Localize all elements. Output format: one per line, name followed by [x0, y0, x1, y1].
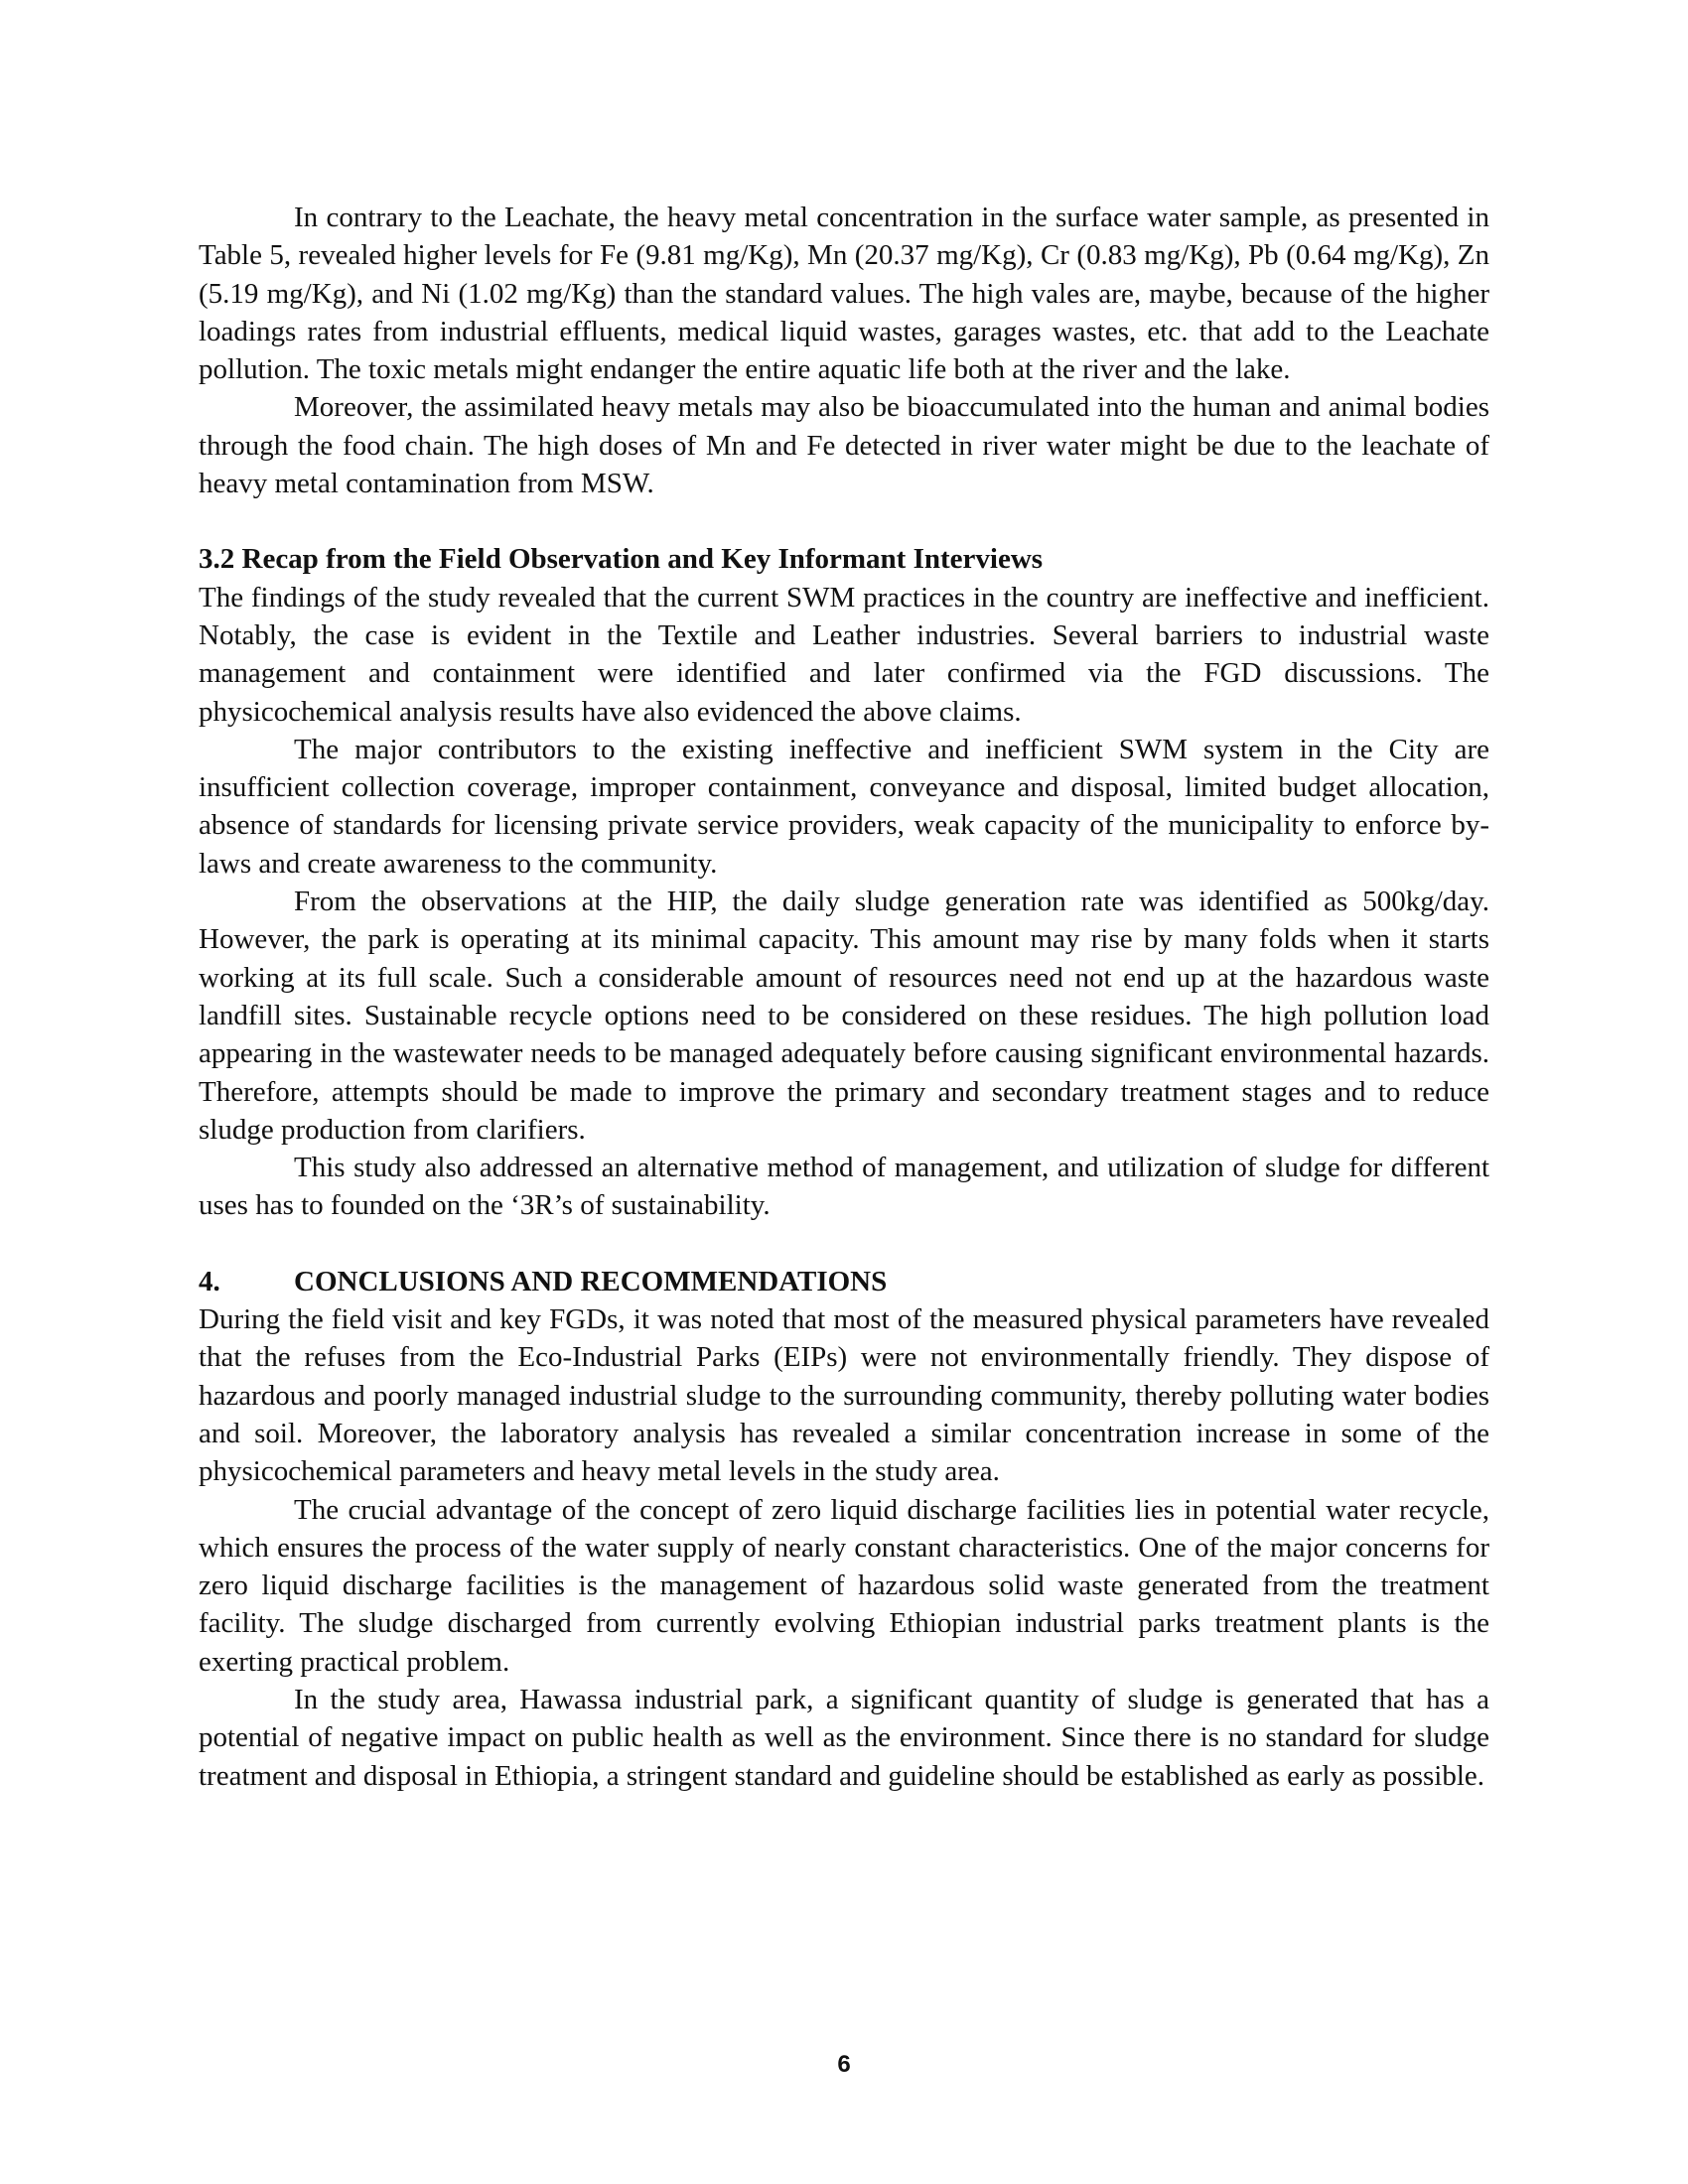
section-3-2-paragraph-3: From the observations at the HIP, the daily sludge generation rate was identified as 500kg/day. However, the park is operating at its minimal capacity. This amount may rise by many folds when it starts working at its full scale. Such a considerable amount of resources need not end up at the hazardous waste landfill sites. Sustainable recycle options need to be considered on these residues. The high pollution load appearing in the wastewater needs to be managed adequately before causing significant environmental hazards. Therefore, attempts should be made to improve the primary and secondary treatment stages and to reduce sludge production from clarifiers.: [199, 886, 1489, 1146]
section-3-2-paragraph-2: The major contributors to the existing ineffective and inefficient SWM system in the City are insufficient collection coverage, improper containment, conveyance and disposal, limited budget allocation, absence of standards for licensing private service providers, weak capacity of the municipality to enforce by-laws and create awareness to the community.: [199, 733, 1489, 880]
body-paragraph-2: Moreover, the assimilated heavy metals may also be bioaccumulated into the human and animal bodies through the food chain. The high doses of Mn and Fe detected in river water might be due to the leachate of heavy metal contamination from MSW.: [199, 391, 1489, 500]
section-3-2-paragraph-4: This study also addressed an alternative method of management, and utilization of sludge for different uses has to founded on the ‘3R’s of sustainability.: [199, 1152, 1489, 1222]
section-4-paragraph-2: The crucial advantage of the concept of zero liquid discharge facilities lies in potential water recycle, which ensures the process of the water supply of nearly constant characteristics. One of the major concerns for zero liquid discharge facilities is the management of hazardous solid waste generated from the treatment facility. The sludge discharged from currently evolving Ethiopian industrial parks treatment plants is the exerting practical problem.: [199, 1493, 1489, 1678]
section-4-title: CONCLUSIONS AND RECOMMENDATIONS: [294, 1265, 888, 1297]
section-3-2-paragraph-1: The findings of the study revealed that the current SWM practices in the country are ineffective and inefficient. Notably, the case is evident in the Textile and Leather industries. Several barriers to industrial waste management and containment were identified and later confirmed via the FGD discussions. The physicochemical analysis results have also evidenced the above claims.: [199, 581, 1489, 728]
section-3-2-heading: 3.2 Recap from the Field Observation and Key Informant Interviews: [199, 543, 1044, 576]
section-4-paragraph-1: During the field visit and key FGDs, it was noted that most of the measured physical parameters have revealed that the refuses from the Eco-Industrial Parks (EIPs) were not environmentally friendly. They dispose of hazardous and poorly managed industrial sludge to the surrounding community, thereby polluting water bodies and soil. Moreover, the laboratory analysis has revealed a similar concentration increase in some of the physicochemical parameters and heavy metal levels in the study area.: [199, 1303, 1489, 1488]
section-4-number: 4.: [199, 1265, 220, 1297]
section-4-heading: [199, 1263, 1489, 1300]
body-paragraph-1: In contrary to the Leachate, the heavy metal concentration in the surface water sample, as presented in Table 5, revealed higher levels for Fe (9.81 mg/Kg), Mn (20.37 mg/Kg), Cr (0.83 mg/Kg), Pb (0.64 mg/Kg), Zn (5.19 mg/Kg), and Ni (1.02 mg/Kg) than the standard values. The high vales are, maybe, because of the higher loadings rates from industrial effluents, medical liquid wastes, garages wastes, etc. that add to the Leachate pollution. The toxic metals might endanger the entire aquatic life both at the river and the lake.: [199, 202, 1489, 386]
section-4-paragraph-3: In the study area, Hawassa industrial park, a significant quantity of sludge is generated that has a potential of negative impact on public health as well as the environment. Since there is no standard for sludge treatment and disposal in Ethiopia, a stringent standard and guideline should be established as early as possible.: [199, 1683, 1489, 1792]
page-number: 6: [837, 2051, 851, 2078]
page-content: [199, 199, 1489, 1795]
